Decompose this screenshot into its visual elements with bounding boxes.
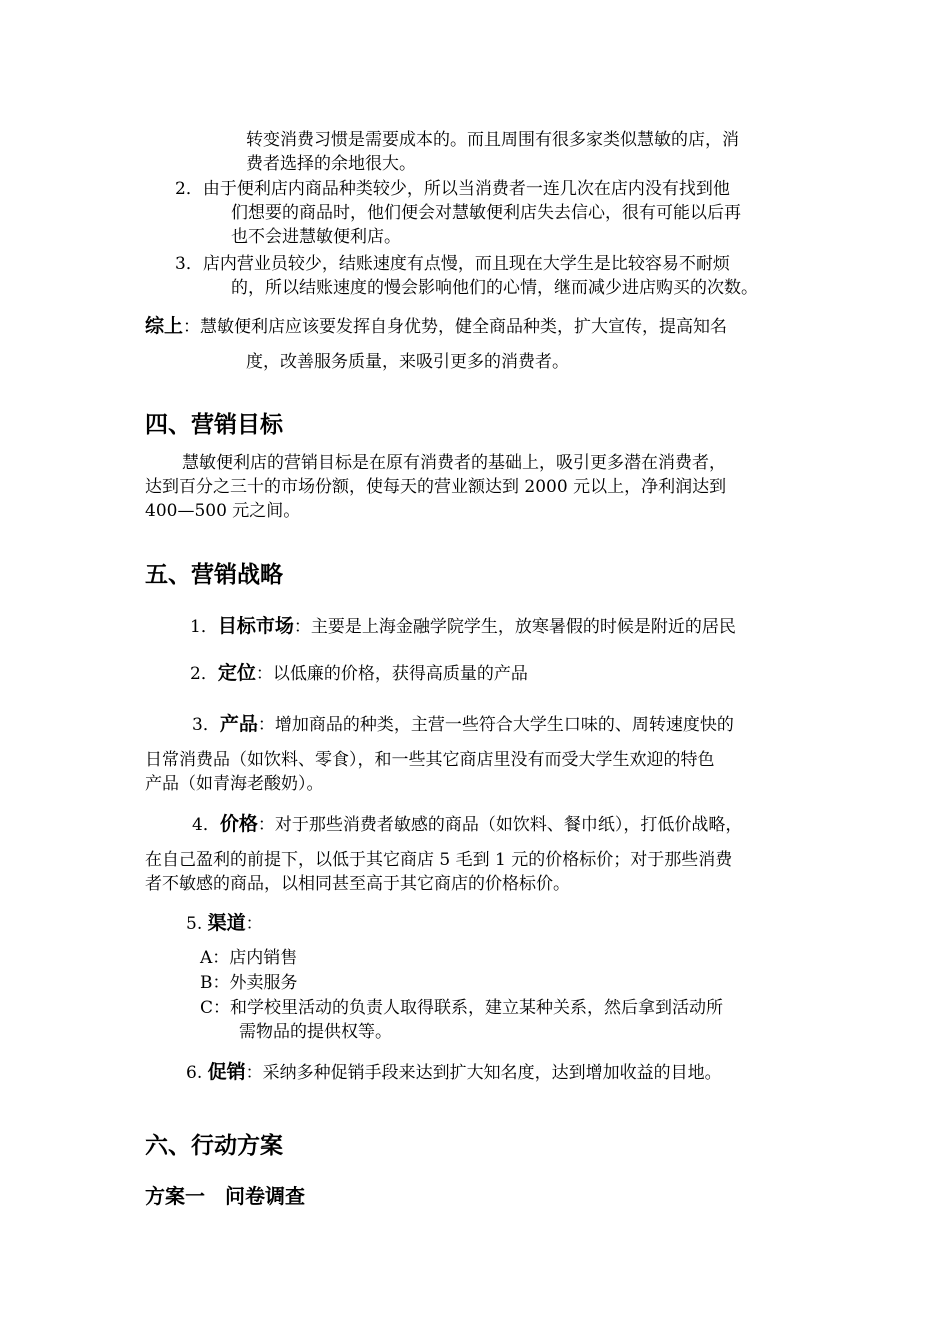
item-label: 促销 xyxy=(207,1061,246,1083)
summary-label: 综上 xyxy=(145,315,184,337)
summary-text: ：慧敏便利店应该要发挥自身优势，健全商品种类，扩大宣传，提高知名 xyxy=(183,317,728,337)
summary-continuation: 度，改善服务质量，来吸引更多的消费者。 xyxy=(246,352,569,372)
item-number: 2． xyxy=(190,664,218,684)
list-item: 2．由于便利店内商品种类较少，所以当消费者一连几次在店内没有找到他 xyxy=(175,179,730,199)
item-text: ：对于那些消费者敏感的商品（如饮料、餐巾纸），打低价战略， xyxy=(257,815,743,835)
strategy-item-continuation: 者不敏感的商品，以相同甚至高于其它商店的价格标价。 xyxy=(145,874,570,894)
strategy-item xyxy=(192,812,742,837)
item-label: 渠道 xyxy=(207,912,246,934)
strategy-item-continuation: 产品（如青海老酸奶）。 xyxy=(145,774,324,794)
item-number: 4． xyxy=(192,815,220,835)
strategy-item xyxy=(186,911,263,936)
item-text: ：采纳多种促销手段来达到扩大知名度，达到增加收益的目地。 xyxy=(245,1063,722,1083)
summary-paragraph xyxy=(145,314,727,339)
channel-item: B：外卖服务 xyxy=(200,973,298,993)
channel-item: A：店内销售 xyxy=(200,948,298,968)
strategy-item-continuation: 在自己盈利的前提下，以低于其它商店 5 毛到 1 元的价格标价；对于那些消费 xyxy=(145,850,733,870)
paragraph-line: 达到百分之三十的市场份额，使每天的营业额达到 2000 元以上，净利润达到 xyxy=(145,477,727,497)
strategy-item xyxy=(192,712,734,737)
item-label: 产品 xyxy=(219,713,258,735)
section-heading: 五、营销战略 xyxy=(145,561,283,588)
paragraph-line: 400—500 元之间。 xyxy=(145,501,301,521)
sub-heading: 方案一 问卷调查 xyxy=(145,1184,305,1208)
strategy-item xyxy=(190,661,528,686)
item-label: 目标市场 xyxy=(217,615,294,637)
intro-line: 费者选择的余地很大。 xyxy=(246,154,416,174)
item-label: 定位 xyxy=(217,662,256,684)
item-number: 3． xyxy=(192,715,220,735)
section-heading: 六、行动方案 xyxy=(145,1132,283,1159)
intro-line: 转变消费习惯是需要成本的。而且周围有很多家类似慧敏的店，消 xyxy=(246,130,739,150)
item-text: ：增加商品的种类，主营一些符合大学生口味的、周转速度快的 xyxy=(257,715,734,735)
strategy-item xyxy=(190,614,736,639)
channel-item: C：和学校里活动的负责人取得联系，建立某种关系，然后拿到活动所 xyxy=(200,998,724,1018)
item-text: ：以低廉的价格，获得高质量的产品 xyxy=(255,664,528,684)
item-number: 6. xyxy=(186,1063,208,1083)
list-item-continuation: 的，所以结账速度的慢会影响他们的心情，继而减少进店购买的次数。 xyxy=(231,278,758,298)
item-label: 价格 xyxy=(219,813,258,835)
paragraph-line: 慧敏便利店的营销目标是在原有消费者的基础上，吸引更多潜在消费者， xyxy=(182,453,726,473)
item-number: 1． xyxy=(190,617,218,637)
section-heading: 四、营销目标 xyxy=(145,411,283,438)
strategy-item xyxy=(186,1060,722,1085)
strategy-item-continuation: 日常消费品（如饮料、零食），和一些其它商店里没有而受大学生欢迎的特色 xyxy=(145,750,715,770)
item-number: 5. xyxy=(186,914,208,934)
channel-item-continuation: 需物品的提供权等。 xyxy=(239,1022,392,1042)
list-item-continuation: 们想要的商品时，他们便会对慧敏便利店失去信心，很有可能以后再 xyxy=(231,203,741,223)
item-text: ：主要是上海金融学院学生，放寒暑假的时候是附近的居民 xyxy=(293,617,736,637)
list-item: 3．店内营业员较少，结账速度有点慢，而且现在大学生是比较容易不耐烦 xyxy=(175,254,730,274)
item-text: ： xyxy=(245,914,263,934)
list-item-continuation: 也不会进慧敏便利店。 xyxy=(231,227,401,247)
